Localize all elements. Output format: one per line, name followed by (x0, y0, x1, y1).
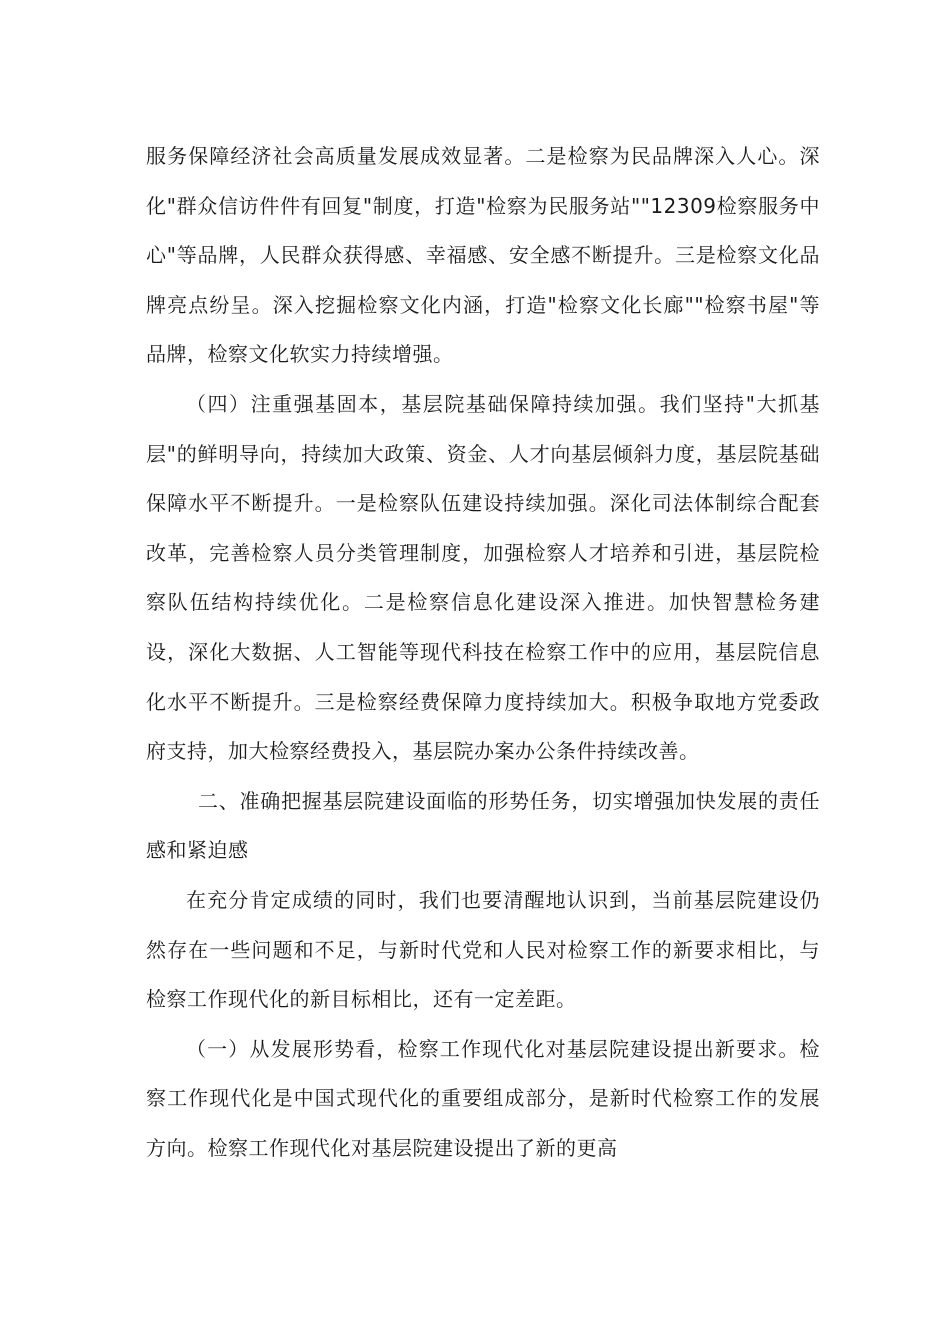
section-heading-two: 二、准确把握基层院建设面临的形势任务，切实增强加快发展的责任感和紧迫感 (146, 788, 820, 863)
paragraph-section-four: （四）注重强基固本，基层院基础保障持续加强。我们坚持"大抓基层"的鲜明导向，持续加大政策、资金、人才向基层倾斜力度，基层院基础保障水平不断提升。一是检察队伍建设持续加强。深化司法体制综合配套改革，完善检察人员分类管理制度，加强检察人才培养和引进，基层院检察队伍结构持续优化。二是检察信息化建设深入推进。加快智慧检务建设，深化大数据、人工智能等现代科技在检察工作中的应用，基层院信息化水平不断提升。三是检察经费保障力度持续加大。积极争取地方党委政府支持，加大检察经费投入，基层院办案办公条件持续改善。 (146, 391, 820, 764)
paragraph-subsection-one: （一）从发展形势看，检察工作现代化对基层院建设提出新要求。检察工作现代化是中国式现代化的重要组成部分，是新时代检察工作的发展方向。检察工作现代化对基层院建设提出了新的更高 (146, 1036, 820, 1160)
document-body (146, 132, 820, 1173)
paragraph-continuation: 服务保障经济社会高质量发展成效显著。二是检察为民品牌深入人心。深化"群众信访件件有回复"制度，打造"检察为民服务站""12309检察服务中心"等品牌，人民群众获得感、幸福感、安全感不断提升。三是检察文化品牌亮点纷呈。深入挖掘检察文化内涵，打造"检察文化长廊""检察书屋"等品牌，检察文化软实力持续增强。 (146, 144, 820, 367)
paragraph-intro-problems: 在充分肯定成绩的同时，我们也要清醒地认识到，当前基层院建设仍然存在一些问题和不足，与新时代党和人民对检察工作的新要求相比，与检察工作现代化的新目标相比，还有一定差距。 (146, 887, 820, 1012)
